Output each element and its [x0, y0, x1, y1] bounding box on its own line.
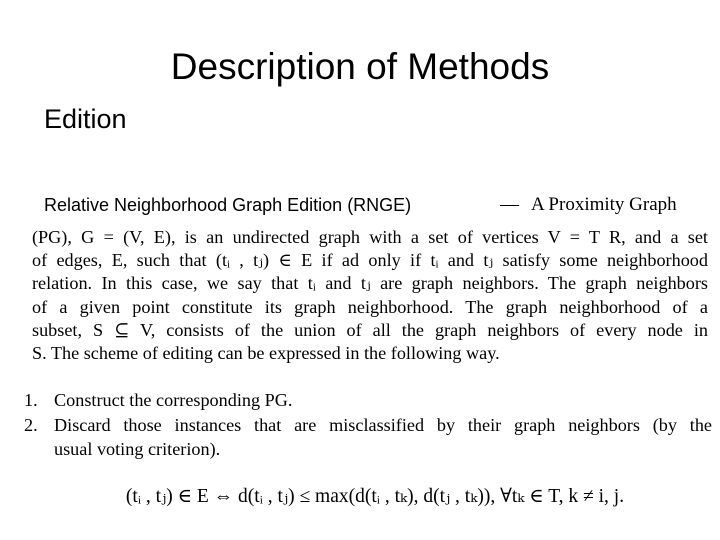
- slide-title: Description of Methods: [170, 46, 550, 87]
- list-item-number: 1.: [24, 390, 38, 410]
- paragraph-line: subset, S ⊆ V, consists of the union of all the graph neighbors of every node in: [32, 319, 708, 340]
- method-heading: Relative Neighborhood Graph Edition (RNGE): [44, 195, 412, 215]
- list-item-text: Construct the corresponding PG.: [54, 390, 293, 410]
- list-item-text: usual voting criterion).: [54, 439, 221, 459]
- paragraph-line: of edges, E, such that (tᵢ , tⱼ) ∈ E if ad only if tᵢ and tⱼ satisfy some neighborhood: [32, 250, 708, 271]
- paragraph-lead: A Proximity Graph: [531, 194, 677, 215]
- section-subtitle: Edition: [44, 104, 127, 134]
- editing-steps-list: [24, 388, 712, 462]
- rng-formula: (tᵢ , tⱼ) ∈ E ⇔ d(tᵢ , tⱼ) ≤ max(d(tᵢ , tₖ), d(tⱼ , tₖ)), ∀tₖ ∈ T, k ≠ i, j.: [125, 486, 625, 507]
- list-item: [24, 388, 712, 413]
- list-item-text: Discard those instances that are misclassified by their graph neighbors (by the: [54, 414, 712, 435]
- paragraph-line: (PG), G = (V, E), is an undirected graph with a set of vertices V = T R, and a set: [32, 227, 708, 247]
- paragraph-line: S. The scheme of editing can be expressed in the following way.: [32, 343, 500, 364]
- list-item: [24, 413, 712, 462]
- method-description: [32, 226, 708, 365]
- heading-dash: —: [500, 194, 519, 215]
- list-item-number: 2.: [24, 414, 38, 435]
- paragraph-line: relation. In this case, we say that tᵢ and tⱼ are graph neighbors. The graph neighbors: [32, 273, 708, 294]
- paragraph-line: of a given point constitute its graph neighborhood. The graph neighborhood of a: [32, 296, 708, 317]
